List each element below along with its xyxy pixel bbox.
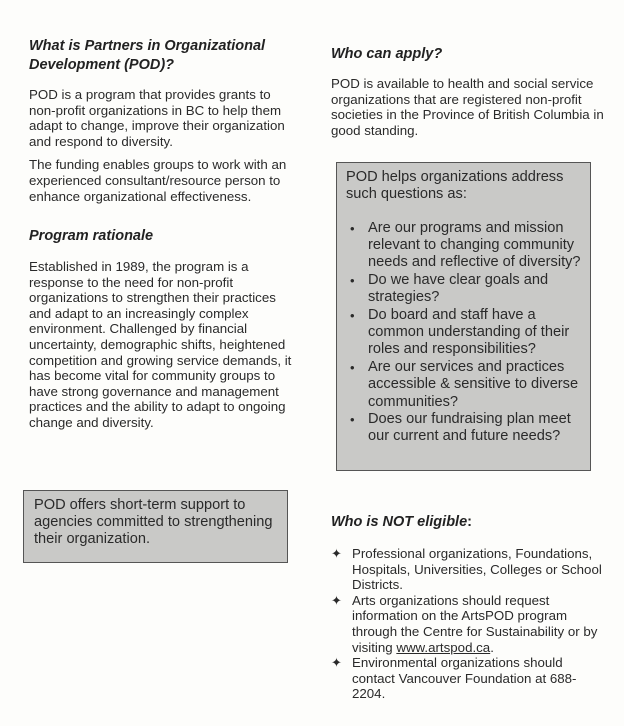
bullet-icon: • bbox=[350, 272, 355, 288]
who-can-apply-paragraph: POD is available to health and social service organizations that are registered non-profit societies in the Province of British Columbia in good standing. bbox=[331, 76, 604, 138]
questions-list bbox=[346, 220, 582, 446]
who-can-apply-section bbox=[331, 45, 621, 138]
questions-callout bbox=[336, 162, 591, 471]
what-is-pod-heading: What is Partners in Organizational Development (POD)? bbox=[29, 38, 266, 73]
short-term-support-callout bbox=[23, 490, 288, 563]
bullet-icon: • bbox=[350, 359, 355, 375]
bullet-icon: • bbox=[350, 220, 355, 236]
what-is-pod-section bbox=[29, 37, 299, 204]
question-item: • Does our fundraising plan meet our current and future needs? bbox=[350, 411, 571, 445]
question-item: • Do we have clear goals and strategies? bbox=[350, 271, 549, 306]
program-rationale-section bbox=[29, 227, 299, 431]
who-can-apply-heading: Who can apply? bbox=[331, 46, 443, 62]
what-is-pod-paragraph-2: The funding enables groups to work with an experienced consultant/resource person to enhance organizational effectiveness. bbox=[29, 157, 287, 204]
question-item: • Do board and staff have a common understanding of their roles and responsibilities? bbox=[350, 306, 570, 358]
questions-intro: POD helps organizations address such questions as: bbox=[346, 169, 564, 202]
bullet-icon: • bbox=[350, 307, 355, 323]
four-point-star-bullet-icon: ✦ bbox=[331, 655, 342, 671]
question-item: • Are our services and practices accessible & sensitive to diverse communities? bbox=[350, 358, 579, 410]
bullet-icon: • bbox=[350, 412, 355, 428]
not-eligible-heading: Who is NOT eligible: bbox=[331, 514, 472, 530]
question-item: • Are our programs and mission relevant to changing community needs and reflective of diversity? bbox=[350, 219, 581, 271]
four-point-star-bullet-icon: ✦ bbox=[331, 592, 342, 608]
program-rationale-paragraph: Established in 1989, the program is a response to the need for non-profit organizations to strengthen their practices and adapt to an increasingly complex environment. Challenged by financial uncertainty, demographic shifts, heightened competition and growing service demands, it has become vital for community groups to have strong governance and management practices and the ability to adapt to ongoing change and diversity. bbox=[29, 259, 292, 430]
artspod-link[interactable]: www.artspod.ca bbox=[396, 639, 491, 655]
callout-text: POD offers short-term support to agencies committed to strengthening their organization. bbox=[34, 497, 273, 547]
not-eligible-item: ✦ Professional organizations, Foundations, Hospitals, Universities, Colleges or School Districts. bbox=[331, 546, 602, 593]
what-is-pod-paragraph-1: POD is a program that provides grants to non-profit organizations in BC to help them adapt to change, improve their organization and respond to diversity. bbox=[29, 87, 285, 149]
not-eligible-section bbox=[331, 513, 621, 702]
not-eligible-item: ✦ Arts organizations should request information on the ArtsPOD program through the Centre for Sustainability or by visiting www.artspod.ca. bbox=[331, 592, 598, 655]
not-eligible-list bbox=[331, 546, 603, 702]
program-rationale-heading: Program rationale bbox=[29, 228, 154, 244]
not-eligible-item: ✦ Environmental organizations should contact Vancouver Foundation at 688-2204. bbox=[331, 655, 577, 702]
four-point-star-bullet-icon: ✦ bbox=[331, 546, 342, 561]
